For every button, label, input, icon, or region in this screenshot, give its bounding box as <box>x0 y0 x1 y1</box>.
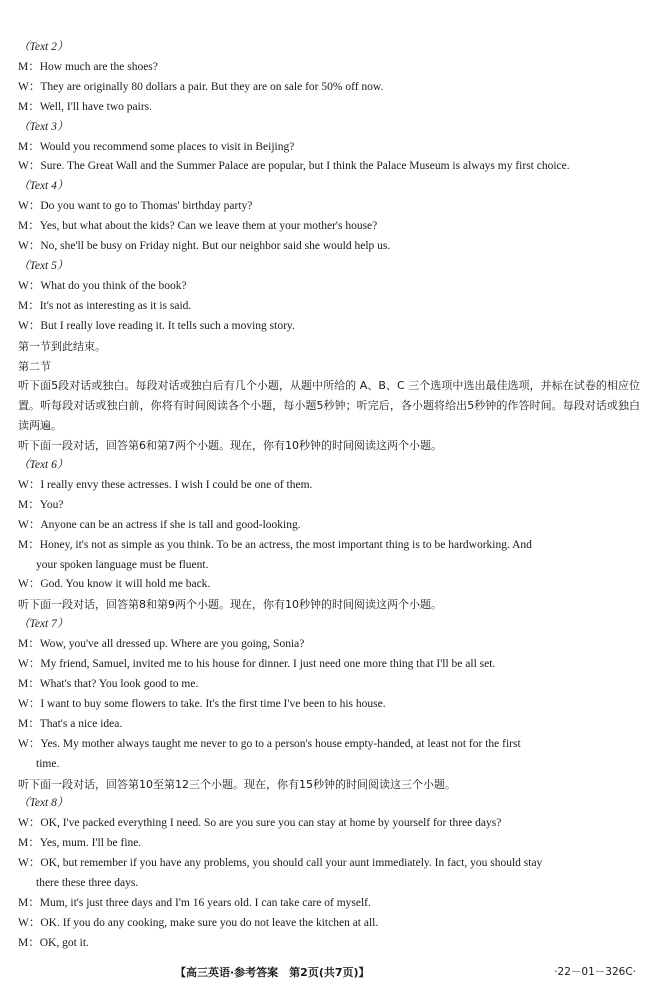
dialogue-line: W：God. You know it will hold me back. <box>18 578 211 591</box>
dialogue-line: M：You? <box>18 498 64 511</box>
instruction-line: 第二节 <box>18 359 51 373</box>
dialogue-line: W：I want to buy some flowers to take. It's the first time I've been to his house. <box>18 697 386 710</box>
dialogue-line: W：I really envy these actresses. I wish I could be one of them. <box>18 478 313 491</box>
dialogue-line: W：Do you want to go to Thomas' birthday party? <box>18 200 253 213</box>
dialogue-line: M：That's a nice idea. <box>18 717 123 730</box>
dialogue-line: W：Anyone can be an actress if she is tall and good-looking. <box>18 518 301 531</box>
dialogue-line: W：But I really love reading it. It tells such a moving story. <box>18 319 295 332</box>
dialogue-line: M：What's that? You look good to me. <box>18 678 199 690</box>
text-label: （Text 5） <box>18 259 69 272</box>
dialogue-line: W：They are originally 80 dollars a pair. But they are on sale for 50% off now. <box>18 80 384 93</box>
dialogue-line: M：Wow, you've all dressed up. Where are you going, Sonia? <box>18 638 305 651</box>
dialogue-line: W：Sure. The Great Wall and the Summer Palace are popular, but I think the Palace Museum is always my first choice. <box>18 160 570 173</box>
instruction-line: 第一节到此结束。 <box>18 339 106 353</box>
text-label: （Text 4） <box>18 180 69 193</box>
text-label: （Text 7） <box>18 618 69 631</box>
instruction-line: 听下面一段对话，回答第6和第7两个小题。现在，你有10秒钟的时间阅读这两个小题。 <box>18 439 442 453</box>
dialogue-line: W：Yes. My mother always taught me never to go to a person's house empty-handed, at least not for the first <box>18 737 521 750</box>
dialogue-line: M：How much are the shoes? <box>18 60 158 73</box>
dialogue-line: M：Would you recommend some places to visit in Beijing? <box>18 140 295 153</box>
dialogue-line: W：OK. If you do any cooking, make sure you do not leave the kitchen at all. <box>18 916 379 929</box>
dialogue-line: M：Yes, but what about the kids? Can we leave them at your mother's house? <box>18 220 378 233</box>
dialogue-line: M：Well, I'll have two pairs. <box>18 100 153 113</box>
dialogue-line: M：It's not as interesting as it is said. <box>18 299 192 312</box>
text-label: （Text 3） <box>18 120 69 133</box>
dialogue-line: M：Yes, mum. I'll be fine. <box>18 837 142 850</box>
dialogue-line: M：Mum, it's just three days and I'm 16 years old. I can take care of myself. <box>18 896 371 909</box>
text-label: （Text 2） <box>18 41 69 53</box>
instruction-line: 听下面一段对话，回答第10至第12三个小题。现在，你有15秒钟的时间阅读这三个小题。 <box>18 777 456 791</box>
page-footer <box>0 964 652 984</box>
instruction-paragraph: 听下面5段对话或独白。每段对话或独白后有几个小题，从题中所给的 A、B、C 三个选项中选出最佳选项，并标在试卷的相应位置。听每段对话或独白前，你将有时间阅读各个小题，每小题5秒钟；听完后，各小题将给出5秒钟的作答时间。每段对话或独白读两遍。 <box>18 379 640 433</box>
text-label: （Text 8） <box>18 797 69 810</box>
dialogue-line: M：OK, got it. <box>18 936 89 949</box>
dialogue-line: W：OK, but remember if you have any problems, you should call your aunt immediately. In fact, you should stay <box>18 857 543 870</box>
dialogue-continuation: your spoken language must be fluent. <box>36 558 209 571</box>
document-body <box>18 38 640 954</box>
dialogue-line: W：No, she'll be busy on Friday night. But our neighbor said she would help us. <box>18 240 391 253</box>
dialogue-continuation: there these three days. <box>36 877 139 890</box>
footer-doc-code: ·22－01－326C· <box>554 966 636 978</box>
text-label: （Text 6） <box>18 459 69 472</box>
dialogue-continuation: time. <box>36 757 60 770</box>
footer-page-info: 【高三英语·参考答案 第2页(共7页)】 <box>175 966 370 979</box>
dialogue-line: W：What do you think of the book? <box>18 279 187 292</box>
dialogue-line: W：My friend, Samuel, invited me to his house for dinner. I just need one more thing that I'll be all set. <box>18 658 496 671</box>
dialogue-line: W：OK, I've packed everything I need. So are you sure you can stay at home by yourself for three days? <box>18 817 502 830</box>
instruction-line: 听下面一段对话，回答第8和第9两个小题。现在，你有10秒钟的时间阅读这两个小题。 <box>18 598 442 612</box>
dialogue-line: M：Honey, it's not as simple as you think. To be an actress, the most important thing is to be hardworking. And <box>18 538 532 551</box>
